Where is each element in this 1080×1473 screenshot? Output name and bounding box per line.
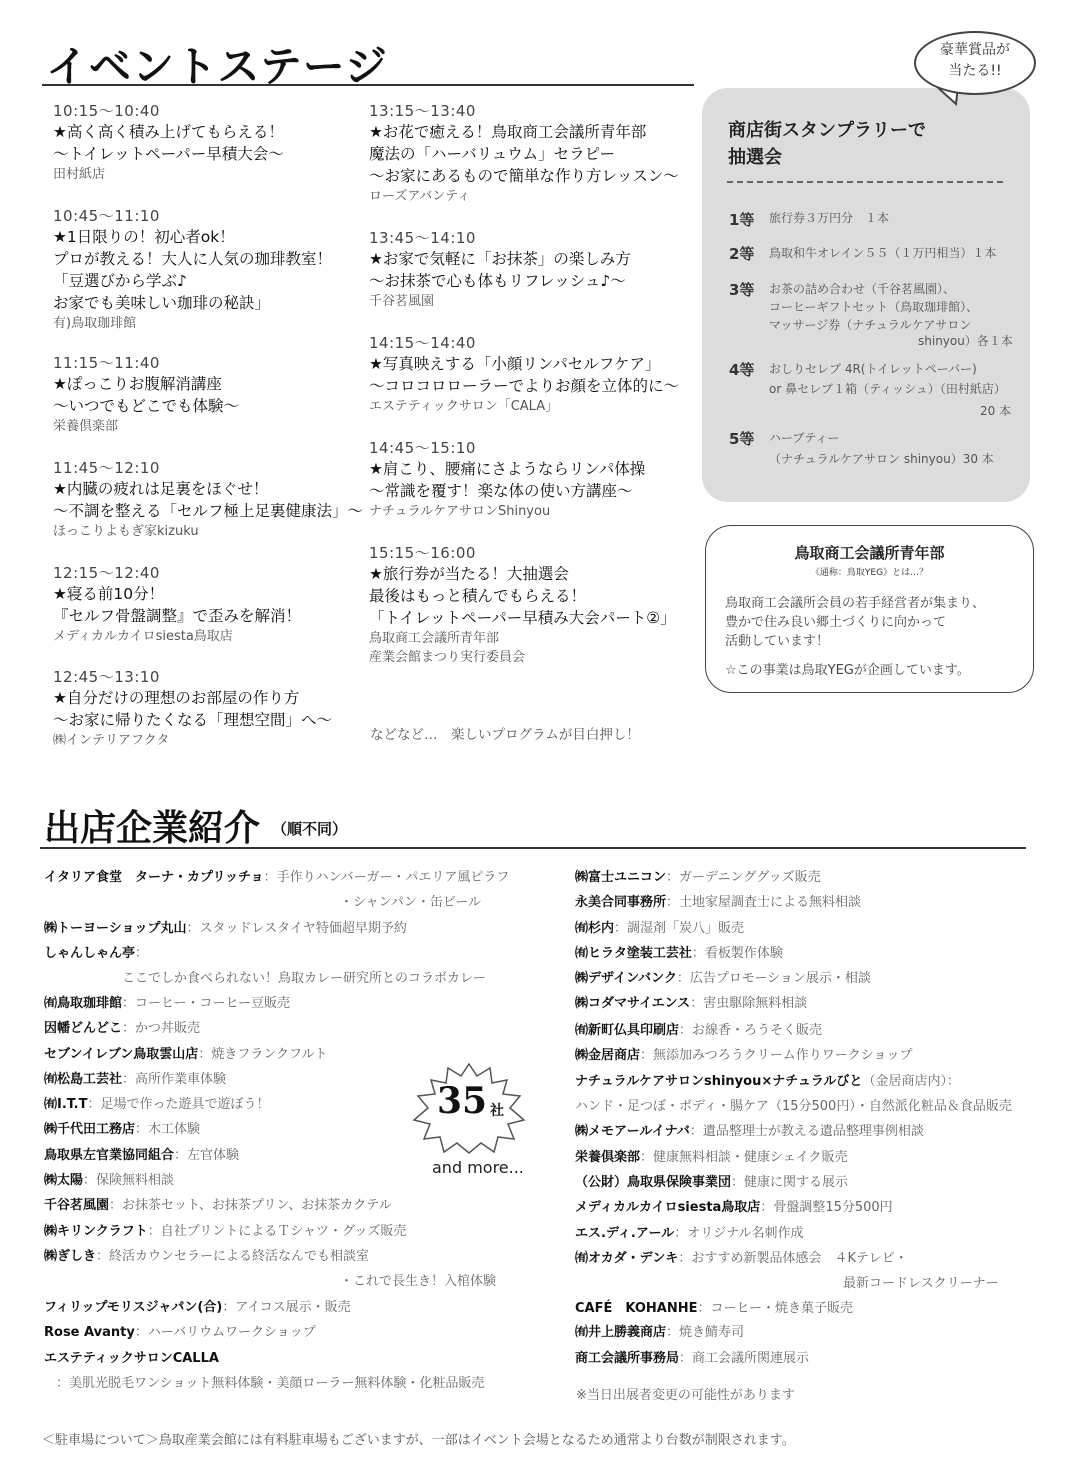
shop-desc: ：商工会議所関連展示 [679,1351,810,1366]
shop-name: ナチュラルケアサロンshinyou×ナチュラルびと [575,1074,863,1089]
shop-entry [44,1045,328,1065]
prize-desc: （ナチュラルケアサロン shinyou）30 本 [769,452,994,466]
yeg-title: 鳥取商工会議所青年部 [794,544,945,562]
shop-name: メディカルカイロsiesta鳥取店 [575,1200,761,1215]
shop-name: 因幡どんどこ [44,1021,123,1036]
shop-desc: ：お抹茶セット、お抹茶プリン、お抹茶カクテル [109,1198,392,1213]
shop-name: ㈱キリンクラフト [44,1224,148,1239]
shop-name: ㈱千代田工務店 [44,1122,136,1137]
event-line: ★お家で気軽に「お抹茶」の楽しみ方 [369,250,631,268]
event-line: 〜お家にあるもので簡単な作り方レッスン〜 [369,167,679,185]
shop-entry [575,893,861,913]
shop-desc: ：健康無料相談・健康シェイク販売 [640,1150,848,1165]
shop-entry [44,919,407,939]
parking-notice: ＜駐車場について＞鳥取産業会館には有料駐車場もございますが、一部はイベント会場となるため通常より台数が制限されます。 [42,1433,795,1448]
event-line: ★写真映えする「小顔リンパセルフケア」 [369,355,661,373]
shop-entry [575,1198,893,1218]
shop-desc-cont: 最新コードレスクリーナー [843,1276,999,1291]
shop-name: ㈲松島工芸社 [44,1072,123,1087]
shop-desc: ：コーヒー・焼き菓子販売 [697,1301,853,1316]
shop-entry [575,1323,744,1343]
shop-entry [44,1247,369,1267]
shop-desc: ：ガーデニンググッズ販売 [666,870,821,885]
shop-name: 栄養倶楽部 [575,1150,641,1165]
shop-name: ㈲新町仏具印刷店 [575,1023,680,1038]
shop-name: ㈱ぎしき [44,1249,97,1264]
prize-rank: 2等 [729,245,755,263]
event-item [369,544,676,667]
shop-entry [575,1021,822,1041]
shop-desc-cont: ：美肌光脱毛ワンショット無料体験・美顔ローラー無料体験・化粧品販売 [56,1376,485,1391]
shop-desc: ：ハーバリウムワークショップ [134,1325,316,1340]
event-time: 10:15〜10:40 [53,102,160,120]
shop-desc: ：おすすめ新製品体感会 ４Kテレビ・ [678,1251,908,1266]
yeg-description-line: 鳥取商工会議所会員の若手経営者が集まり、 [725,596,986,611]
event-line: 「豆選びから学ぶ♪ [53,272,187,290]
shops-title: 出店企業紹介 [44,807,261,849]
prize-desc: shinyou）各１本 [918,334,1013,348]
shop-name: フィリップモリスジャパン(合) [44,1300,223,1315]
event-time: 15:15〜16:00 [369,544,476,562]
shop-desc-cont: ・シャンパン・缶ビール [340,895,482,910]
speech-bubble-text [918,40,1032,82]
prize-desc: マッサージ券（ナチュラルケアサロン [769,318,972,332]
shop-entry [575,1224,804,1244]
event-line: ★寝る前10分！ [53,585,165,603]
shop-name: 鳥取県左官業協同組合 [44,1148,175,1163]
shop-entry [575,1122,924,1142]
shop-entry [44,1019,200,1039]
exhibitor-change-note: ※当日出展者変更の可能性があります [576,1388,795,1403]
event-line: 「トイレットペーパー早積み大会パート②」 [369,609,676,627]
event-organizer: 産業会館まつり実行委員会 [369,650,526,665]
shop-desc: ：害虫駆除無料相談 [690,996,808,1011]
event-organizer: ㈱インテリアフクタ [53,733,170,748]
event-line: ★内臓の疲れは足裏をほぐせ！ [53,480,269,498]
shop-desc: ： [135,946,149,961]
event-line: 〜お抹茶で心も体もリフレッシュ♪〜 [369,272,626,290]
more-programs-text: などなど… 楽しいプログラムが目白押し！ [370,727,640,743]
shop-entry [44,994,290,1014]
shop-entry [575,1349,809,1369]
event-item [53,102,284,184]
event-line: 〜お家に帰りたくなる「理想空間」へ〜 [53,711,333,729]
shop-desc-cont: ・これで長生き！入棺体験 [340,1274,497,1289]
shop-desc: ：自社プリントによるＴシャツ・グッズ販売 [147,1224,407,1239]
shop-entry [44,1323,316,1343]
event-time: 14:45〜15:10 [369,439,476,457]
shop-desc: ：土地家屋調査士による無料相談 [666,895,862,910]
shop-desc: ：健康に関する展示 [731,1175,849,1190]
stage-title: イベントステージ [46,42,388,91]
event-line: ★自分だけの理想のお部屋の作り方 [53,689,300,707]
shop-entry [44,1070,226,1090]
prize-rank: 5等 [729,430,755,448]
event-time: 13:45〜14:10 [369,229,476,247]
event-line: ★1日限りの！初心者ok！ [53,228,235,246]
shop-name: イタリア食堂 ターナ・カプリッチョ [44,870,264,885]
shop-desc: ：オリジナル名刺作成 [674,1226,804,1241]
shop-name: ㈱コダマサイエンス [575,996,691,1011]
yeg-subtitle: 《通称：鳥取YEG》とは…？ [810,568,929,578]
shop-entry [44,868,509,888]
stamp-rally-title-line: 抽選会 [728,147,782,168]
event-item [369,439,645,521]
shop-entry [575,868,821,888]
shop-desc: ：調湿剤「炭八」販売 [614,921,745,936]
shop-desc: ：遺品整理士が教える遺品整理事例相談 [689,1124,924,1139]
stamp-rally-title-line: 商店街スタンプラリーで [728,120,926,141]
shop-desc: ：手作りハンバーガー・パエリア風ピラフ [263,870,510,885]
prize-rank: 3等 [729,281,755,299]
event-item [53,668,332,750]
event-item [369,334,679,416]
shop-entry [44,944,148,964]
shops-title-rule [40,847,1026,849]
yeg-note: ☆この事業は鳥取YEGが企画しています。 [725,663,970,678]
shop-desc: ：看板製作体験 [691,946,783,961]
event-line: 〜コロコロローラーでよりお顔を立体的に〜 [369,377,680,395]
speech-bubble-line: 豪華賞品が [940,42,1010,58]
prize-desc: コーヒーギフトセット（鳥取珈琲館）、 [769,300,979,314]
event-organizer: 有)鳥取珈琲館 [53,316,137,331]
shop-name: ㈲鳥取珈琲館 [44,996,123,1011]
event-time: 13:15〜13:40 [369,102,476,120]
shop-desc: ：スタッドレスタイヤ特価超早期予約 [186,921,407,936]
event-line: お家でも美味しい珈琲の秘訣」 [53,294,271,312]
shop-desc: ：かつ丼販売 [122,1021,201,1036]
stage-title-rule [42,84,694,86]
event-organizer: 千谷茗風園 [369,294,435,309]
event-item [53,207,332,333]
shop-entry [575,1046,913,1066]
shop-desc: ：足場で作った遊具で遊ぼう！ [87,1097,270,1112]
shop-entry [44,1120,200,1140]
shop-desc: ：コーヒー・コーヒー豆販売 [122,996,290,1011]
event-organizer: メディカルカイロsiesta鳥取店 [53,629,233,644]
prize-desc: or 鼻セレブ１箱（ティッシュ）（田村紙店） [769,382,1006,396]
event-time: 12:45〜13:10 [53,668,160,686]
shop-name: ㈱金居商店 [575,1048,641,1063]
shop-desc: ：アイコス展示・販売 [222,1300,351,1315]
company-count-unit: 社 [490,1103,504,1119]
shop-name: しゃんしゃん亭 [44,946,136,961]
shop-entry [44,1349,219,1369]
shop-name: 千谷茗風園 [44,1198,110,1213]
shop-name: ㈲I.T.T [44,1097,88,1112]
event-line: 魔法の「ハーバリュウム」セラピー [369,145,615,163]
event-line: ★お花で癒える！鳥取商工会議所青年部 [369,123,647,141]
shop-name: ㈱太陽 [44,1173,84,1188]
prize-rank: 1等 [729,211,755,229]
prize-rank: 4等 [729,361,755,379]
shop-entry [575,994,807,1014]
shop-entry [44,1146,239,1166]
shop-desc: ：左官体験 [174,1148,240,1163]
shop-name: ㈲杉内 [575,921,615,936]
shop-name: ㈲井上勝義商店 [575,1325,667,1340]
shop-name: エステティックサロンCALLA [44,1351,219,1366]
event-line: 〜常識を覆す！楽な体の使い方講座〜 [369,482,633,500]
event-line: 『セルフ骨盤調整』で歪みを解消！ [53,607,302,625]
event-time: 11:15〜11:40 [53,354,160,372]
and-more-text: and more... [432,1158,524,1177]
event-time: 14:15〜14:40 [369,334,476,352]
shop-entry [44,1095,270,1115]
event-line: ★肩こり、腰痛にさようならリンパ体操 [369,460,646,478]
event-organizer: ローズアバンティ [369,189,471,204]
shop-name: CAFÉ KOHANHE [575,1301,698,1316]
shop-name: 永美合同事務所 [575,895,667,910]
shop-name: エス.ディ.アール [575,1226,675,1241]
shop-name: （公財）鳥取県保険事業団 [575,1175,732,1190]
event-line: ★ぽっこりお腹解消講座 [53,375,222,393]
event-line: プロが教える！大人に人気の珈琲教室！ [53,250,333,268]
event-line: 最後はもっと積んでもらえる！ [369,587,587,605]
stamp-rally-divider [727,181,1003,183]
event-organizer: エステティックサロン「CALA」 [369,399,559,414]
prize-desc: 20 本 [980,404,1012,418]
shop-name: Rose Avanty [44,1325,135,1340]
shop-name: セブンイレブン鳥取雲山店 [44,1047,199,1062]
event-line: ★高く高く積み上げてもらえる！ [53,123,284,141]
prize-desc: おしりセレブ 4R(トイレットペーパー) [769,362,977,376]
stamp-rally-title [728,117,926,171]
shop-desc: ：高所作業車体験 [122,1072,227,1087]
shop-desc-cont: ここでしか食べられない！鳥取カレー研究所とのコラボカレー [122,971,487,986]
event-line: ★旅行券が当たる！大抽選会 [369,565,569,583]
shop-name: ㈲ヒラタ塗装工芸社 [575,946,692,961]
shop-desc-cont: ハンド・足つぼ・ボディ・腸ケア（15分500円）・自然派化粧品＆食品販売 [575,1099,1012,1114]
shop-entry [575,944,783,964]
shops-order-note: （順不同） [272,820,348,838]
shop-entry [44,1196,392,1216]
shop-entry [575,969,871,989]
event-time: 10:45〜11:10 [53,207,160,225]
yeg-description-line: 豊かで住み良い郷土づくりに向かって [725,615,947,630]
shop-entry [44,1222,406,1242]
shop-desc: ：木工体験 [135,1122,201,1137]
shop-desc: ：焼き鯖寿司 [666,1325,745,1340]
event-time: 11:45〜12:10 [53,459,160,477]
event-item [53,459,363,541]
shop-entry [44,1298,351,1318]
prize-desc: ハーブティー [769,431,840,445]
prize-desc: 鳥取和牛オレイン５５（１万円相当）１本 [769,246,997,260]
event-organizer: 栄養倶楽部 [53,419,119,434]
shop-desc: ：無添加みつろうクリーム作りワークショップ [640,1048,913,1063]
shop-desc: ：骨盤調整15分500円 [760,1200,893,1215]
shop-desc: ：保険無料相談 [83,1173,175,1188]
event-organizer: ほっこりよもぎ家kizuku [53,524,199,539]
shop-desc: ：焼きフランクフルト [198,1047,328,1062]
prize-desc: 旅行券３万円分 １本 [769,211,890,225]
shop-entry [575,1173,848,1193]
event-line: 〜トイレットペーパー早積大会〜 [53,145,284,163]
event-line: 〜不調を整える「セルフ極上足裏健康法」〜 [53,502,364,520]
shop-entry [575,1299,853,1319]
event-item [369,229,631,311]
shop-desc: （金居商店内）： [862,1074,960,1089]
shop-name: ㈱メモアールイナバ [575,1124,690,1139]
event-organizer: ナチュラルケアサロンShinyou [369,504,551,519]
shop-desc: ：お線香・ろうそく販売 [679,1023,823,1038]
event-item [53,354,239,436]
shop-desc: ：終活カウンセラーによる終活なんでも相談室 [96,1249,370,1264]
shop-entry [575,1249,908,1269]
event-item [53,564,301,646]
shop-name: ㈱トーヨーショップ丸山 [44,921,187,936]
speech-bubble-line: 当たる!! [948,63,1002,79]
shop-entry [575,1148,848,1168]
company-count: 35 [437,1080,488,1122]
shop-name: 商工会議所事務局 [575,1351,680,1366]
shop-entry [575,919,744,939]
shop-name: ㈱デザインバンク [575,971,677,986]
shop-desc: ：広告プロモーション展示・相談 [676,971,871,986]
shop-name: ㈲オカダ・デンキ [575,1251,679,1266]
shop-entry [575,1072,960,1092]
event-time: 12:15〜12:40 [53,564,160,582]
shop-name: ㈱富士ユニコン [575,870,667,885]
shop-entry [44,1171,174,1191]
event-item [369,102,679,206]
event-organizer: 田村紙店 [53,167,106,182]
yeg-description-line: 活動しています！ [725,634,830,649]
event-line: 〜いつでもどこでも体験〜 [53,397,240,415]
prize-desc: お茶の詰め合わせ（千谷茗風園）、 [769,282,956,296]
event-organizer: 鳥取商工会議所青年部 [369,631,500,646]
